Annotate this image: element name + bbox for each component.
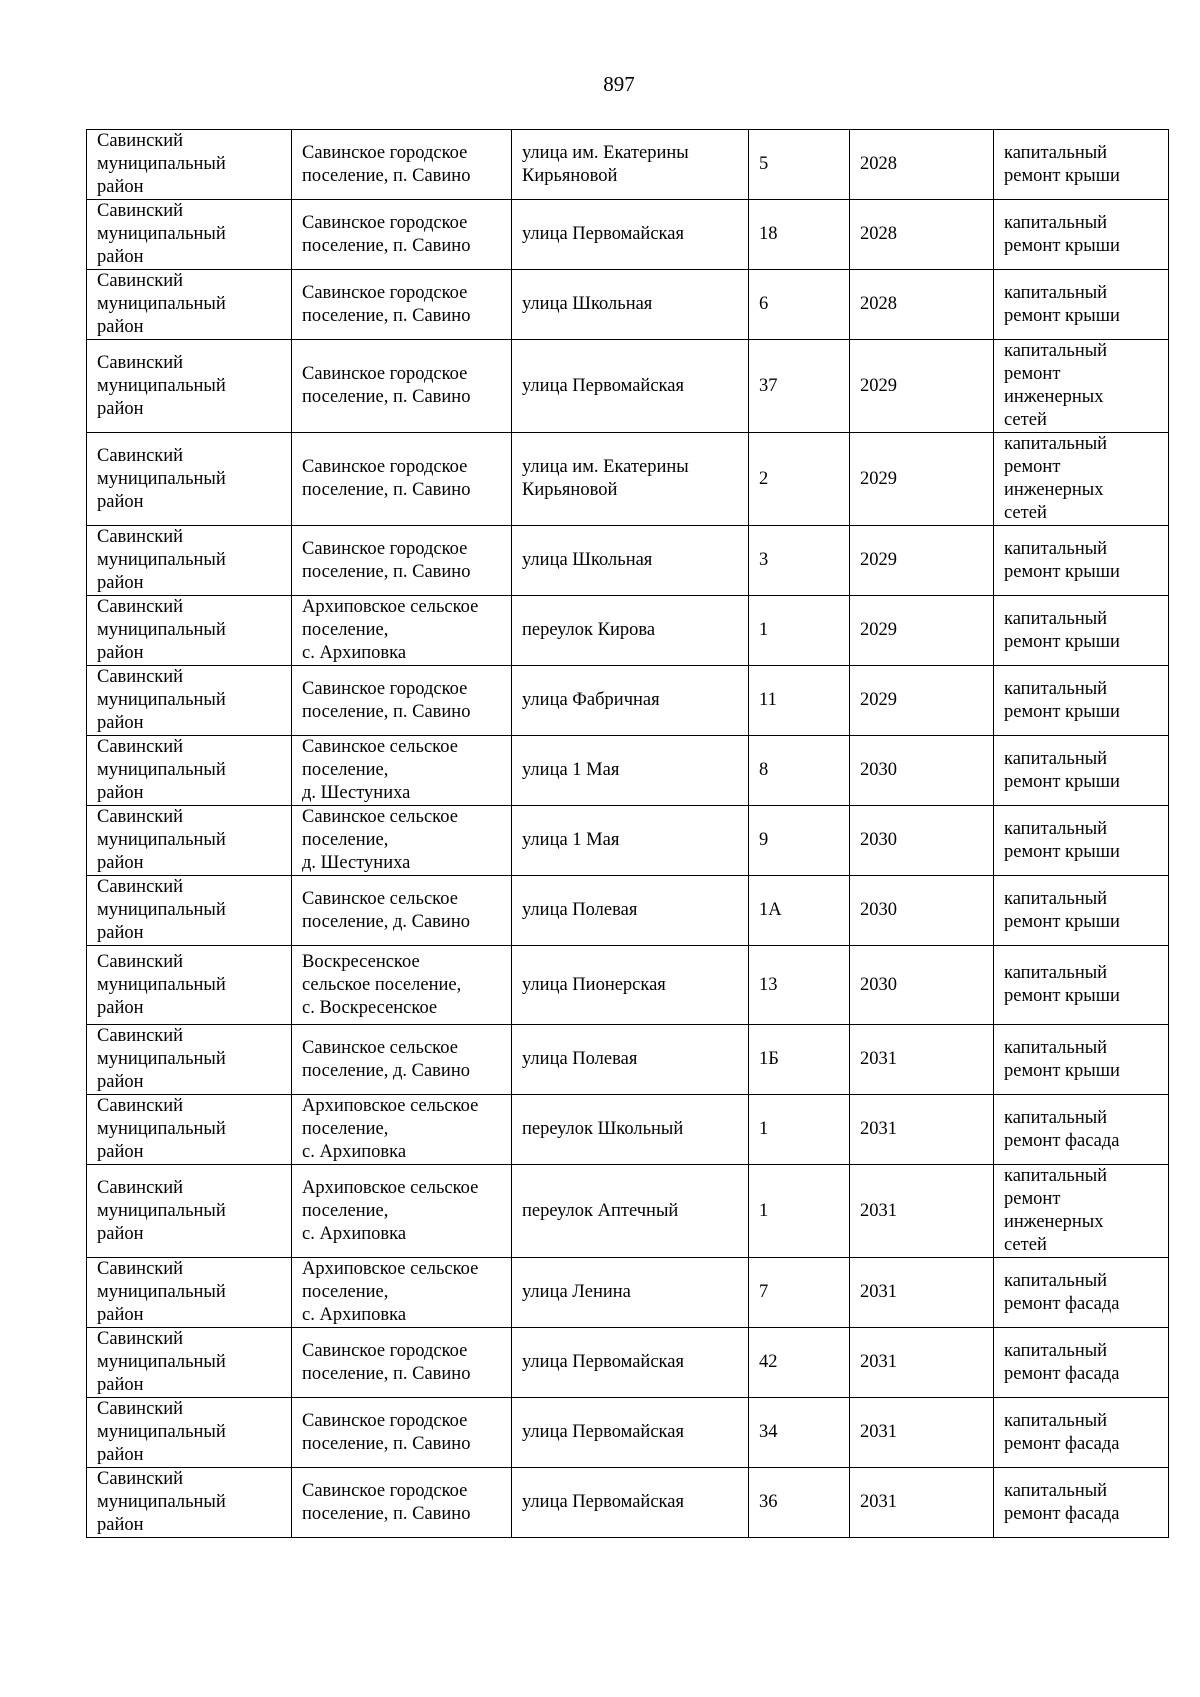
settlement-cell: Савинское городское поселение, п. Савино	[292, 666, 512, 736]
street-cell: улица Школьная	[512, 270, 749, 340]
work-type-cell: капитальный ремонт крыши	[994, 946, 1169, 1025]
district-cell: Савинский муниципальный район	[87, 876, 292, 946]
house-number-cell: 42	[749, 1328, 850, 1398]
work-type-cell: капитальный ремонт крыши	[994, 666, 1169, 736]
table-row	[87, 526, 1169, 596]
year-cell: 2031	[850, 1468, 994, 1538]
work-type-cell: капитальный ремонт крыши	[994, 270, 1169, 340]
work-type-cell: капитальный ремонт фасада	[994, 1468, 1169, 1538]
house-number-cell: 2	[749, 433, 850, 526]
work-type-cell: капитальный ремонт инженерных сетей	[994, 340, 1169, 433]
house-number-cell: 1Б	[749, 1025, 850, 1095]
settlement-cell: Савинское городское поселение, п. Савино	[292, 130, 512, 200]
settlement-cell: Савинское сельское поселение, д. Шестуниха	[292, 736, 512, 806]
work-type-cell: капитальный ремонт инженерных сетей	[994, 1165, 1169, 1258]
settlement-cell: Архиповское сельское поселение, с. Архиповка	[292, 1095, 512, 1165]
house-number-cell: 1А	[749, 876, 850, 946]
district-cell: Савинский муниципальный район	[87, 596, 292, 666]
street-cell: улица Полевая	[512, 1025, 749, 1095]
street-cell: улица Первомайская	[512, 1328, 749, 1398]
work-type-cell: капитальный ремонт фасада	[994, 1258, 1169, 1328]
table-row	[87, 736, 1169, 806]
year-cell: 2031	[850, 1025, 994, 1095]
table-row	[87, 1095, 1169, 1165]
street-cell: улица Школьная	[512, 526, 749, 596]
table-row	[87, 200, 1169, 270]
settlement-cell: Савинское городское поселение, п. Савино	[292, 1468, 512, 1538]
house-number-cell: 5	[749, 130, 850, 200]
street-cell: переулок Аптечный	[512, 1165, 749, 1258]
repair-schedule-table	[86, 129, 1169, 1538]
work-type-cell: капитальный ремонт крыши	[994, 200, 1169, 270]
street-cell: улица Первомайская	[512, 200, 749, 270]
street-cell: улица Ленина	[512, 1258, 749, 1328]
work-type-cell: капитальный ремонт крыши	[994, 1025, 1169, 1095]
district-cell: Савинский муниципальный район	[87, 270, 292, 340]
table-row	[87, 1025, 1169, 1095]
table-row	[87, 130, 1169, 200]
settlement-cell: Савинское городское поселение, п. Савино	[292, 433, 512, 526]
district-cell: Савинский муниципальный район	[87, 1328, 292, 1398]
work-type-cell: капитальный ремонт крыши	[994, 526, 1169, 596]
settlement-cell: Савинское сельское поселение, д. Савино	[292, 876, 512, 946]
year-cell: 2028	[850, 200, 994, 270]
street-cell: улица 1 Мая	[512, 806, 749, 876]
street-cell: улица Первомайская	[512, 340, 749, 433]
work-type-cell: капитальный ремонт фасада	[994, 1095, 1169, 1165]
table-row	[87, 946, 1169, 1025]
year-cell: 2031	[850, 1165, 994, 1258]
work-type-cell: капитальный ремонт крыши	[994, 596, 1169, 666]
year-cell: 2028	[850, 130, 994, 200]
street-cell: переулок Школьный	[512, 1095, 749, 1165]
table-row	[87, 1258, 1169, 1328]
house-number-cell: 34	[749, 1398, 850, 1468]
settlement-cell: Савинское городское поселение, п. Савино	[292, 1398, 512, 1468]
table-row	[87, 806, 1169, 876]
year-cell: 2029	[850, 433, 994, 526]
street-cell: переулок Кирова	[512, 596, 749, 666]
table-row	[87, 1165, 1169, 1258]
street-cell: улица им. Екатерины Кирьяновой	[512, 130, 749, 200]
district-cell: Савинский муниципальный район	[87, 1398, 292, 1468]
table-row	[87, 1468, 1169, 1538]
year-cell: 2029	[850, 596, 994, 666]
table-row	[87, 666, 1169, 736]
district-cell: Савинский муниципальный район	[87, 200, 292, 270]
page-number: 897	[603, 72, 635, 96]
year-cell: 2029	[850, 666, 994, 736]
table-body	[87, 130, 1169, 1538]
district-cell: Савинский муниципальный район	[87, 1165, 292, 1258]
district-cell: Савинский муниципальный район	[87, 806, 292, 876]
district-cell: Савинский муниципальный район	[87, 340, 292, 433]
settlement-cell: Савинское городское поселение, п. Савино	[292, 340, 512, 433]
year-cell: 2029	[850, 340, 994, 433]
district-cell: Савинский муниципальный район	[87, 1095, 292, 1165]
year-cell: 2031	[850, 1095, 994, 1165]
district-cell: Савинский муниципальный район	[87, 433, 292, 526]
house-number-cell: 9	[749, 806, 850, 876]
work-type-cell: капитальный ремонт крыши	[994, 130, 1169, 200]
settlement-cell: Архиповское сельское поселение, с. Архиповка	[292, 1258, 512, 1328]
table-row	[87, 270, 1169, 340]
work-type-cell: капитальный ремонт инженерных сетей	[994, 433, 1169, 526]
district-cell: Савинский муниципальный район	[87, 946, 292, 1025]
street-cell: улица 1 Мая	[512, 736, 749, 806]
table-row	[87, 1398, 1169, 1468]
table-row	[87, 1328, 1169, 1398]
settlement-cell: Архиповское сельское поселение, с. Архиповка	[292, 1165, 512, 1258]
table-row	[87, 876, 1169, 946]
street-cell: улица Полевая	[512, 876, 749, 946]
house-number-cell: 6	[749, 270, 850, 340]
work-type-cell: капитальный ремонт крыши	[994, 806, 1169, 876]
table-row	[87, 433, 1169, 526]
street-cell: улица Первомайская	[512, 1398, 749, 1468]
year-cell: 2030	[850, 946, 994, 1025]
work-type-cell: капитальный ремонт крыши	[994, 876, 1169, 946]
district-cell: Савинский муниципальный район	[87, 130, 292, 200]
year-cell: 2031	[850, 1328, 994, 1398]
settlement-cell: Савинское сельское поселение, д. Савино	[292, 1025, 512, 1095]
district-cell: Савинский муниципальный район	[87, 666, 292, 736]
district-cell: Савинский муниципальный район	[87, 736, 292, 806]
year-cell: 2030	[850, 736, 994, 806]
house-number-cell: 36	[749, 1468, 850, 1538]
district-cell: Савинский муниципальный район	[87, 526, 292, 596]
house-number-cell: 37	[749, 340, 850, 433]
work-type-cell: капитальный ремонт крыши	[994, 736, 1169, 806]
table-row	[87, 340, 1169, 433]
year-cell: 2030	[850, 876, 994, 946]
house-number-cell: 8	[749, 736, 850, 806]
year-cell: 2028	[850, 270, 994, 340]
house-number-cell: 13	[749, 946, 850, 1025]
settlement-cell: Архиповское сельское поселение, с. Архиповка	[292, 596, 512, 666]
street-cell: улица Первомайская	[512, 1468, 749, 1538]
year-cell: 2030	[850, 806, 994, 876]
work-type-cell: капитальный ремонт фасада	[994, 1398, 1169, 1468]
house-number-cell: 1	[749, 1165, 850, 1258]
house-number-cell: 11	[749, 666, 850, 736]
year-cell: 2031	[850, 1398, 994, 1468]
house-number-cell: 3	[749, 526, 850, 596]
year-cell: 2031	[850, 1258, 994, 1328]
house-number-cell: 1	[749, 596, 850, 666]
street-cell: улица им. Екатерины Кирьяновой	[512, 433, 749, 526]
house-number-cell: 1	[749, 1095, 850, 1165]
table-row	[87, 596, 1169, 666]
settlement-cell: Савинское городское поселение, п. Савино	[292, 200, 512, 270]
settlement-cell: Воскресенское сельское поселение, с. Воскресенское	[292, 946, 512, 1025]
district-cell: Савинский муниципальный район	[87, 1025, 292, 1095]
settlement-cell: Савинское городское поселение, п. Савино	[292, 270, 512, 340]
settlement-cell: Савинское сельское поселение, д. Шестуниха	[292, 806, 512, 876]
district-cell: Савинский муниципальный район	[87, 1258, 292, 1328]
street-cell: улица Пионерская	[512, 946, 749, 1025]
street-cell: улица Фабричная	[512, 666, 749, 736]
work-type-cell: капитальный ремонт фасада	[994, 1328, 1169, 1398]
district-cell: Савинский муниципальный район	[87, 1468, 292, 1538]
year-cell: 2029	[850, 526, 994, 596]
settlement-cell: Савинское городское поселение, п. Савино	[292, 526, 512, 596]
house-number-cell: 18	[749, 200, 850, 270]
settlement-cell: Савинское городское поселение, п. Савино	[292, 1328, 512, 1398]
house-number-cell: 7	[749, 1258, 850, 1328]
